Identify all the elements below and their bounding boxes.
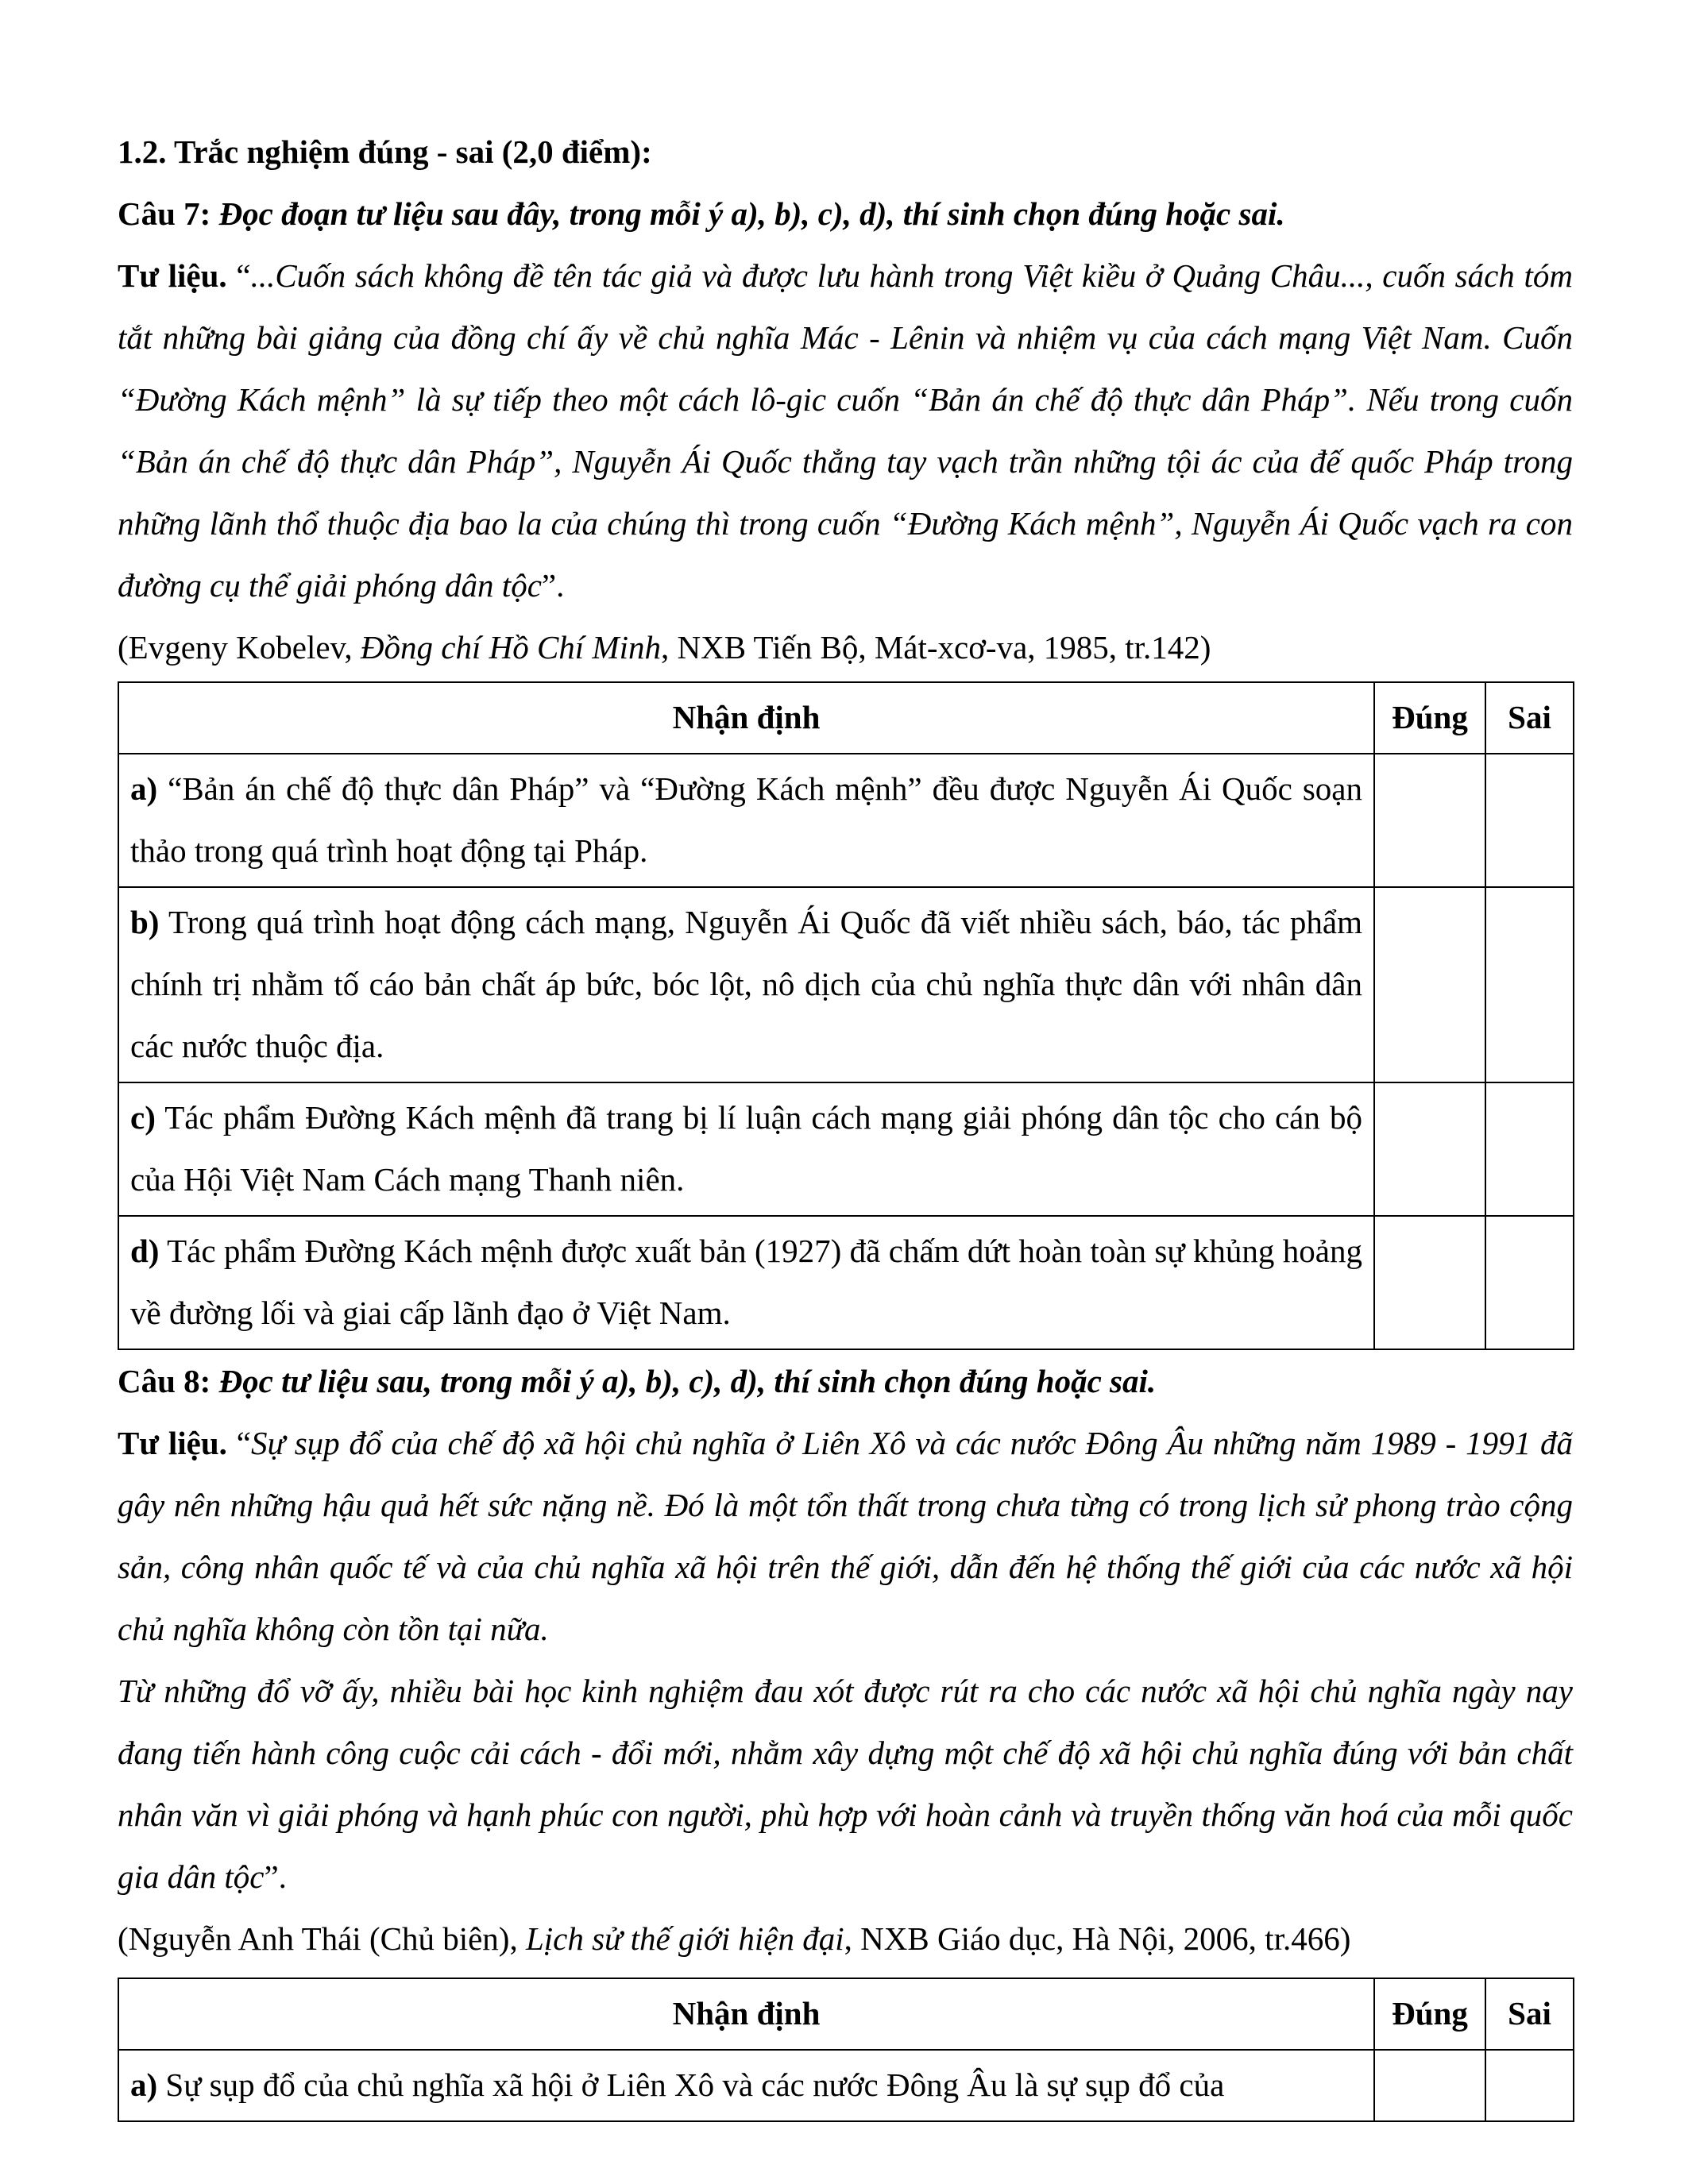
section-title-text: 1.2. Trắc nghiệm đúng - sai (2,0 điểm): <box>118 133 652 170</box>
true-answer-cell[interactable] <box>1374 2050 1485 2121</box>
false-answer-cell[interactable] <box>1485 887 1574 1082</box>
header-true: Đúng <box>1374 1978 1485 2050</box>
table-header-row <box>118 682 1574 754</box>
q7-heading <box>118 183 1573 245</box>
table-row <box>118 754 1574 887</box>
table-row <box>118 1216 1574 1349</box>
table-row <box>118 1082 1574 1216</box>
q8-quote-text-2: Từ những đổ vỡ ấy, nhiều bài học kinh nghiệm đau xót được rút ra cho các nước xã hội chủ nghĩa ngày nay đang tiến hành công cuộc cải cách - đổi mới, nhằm xây dựng một chế độ xã hội chủ nghĩa đúng với bản chất nhân văn vì giải phóng và hạnh phúc con người, phù hợp với hoàn cảnh và truyền thống văn hoá của mỗi quốc gia dân tộc <box>118 1673 1573 1895</box>
q8-source-passage <box>118 1412 1573 1660</box>
true-answer-cell[interactable] <box>1374 887 1485 1082</box>
q7-label: Câu 7: <box>118 195 211 232</box>
statement-letter: b) <box>130 904 160 940</box>
statement-letter: c) <box>130 1099 156 1136</box>
true-answer-cell[interactable] <box>1374 1082 1485 1216</box>
q8-quote-text-1: Sự sụp đổ của chế độ xã hội chủ nghĩa ở Liên Xô và các nước Đông Âu những năm 1989 - 1991 đã gây nên những hậu quả hết sức nặng nề. Đó là một tổn thất trong chưa từng có trong lịch sử phong trào cộng sản, công nhân quốc tế và của chủ nghĩa xã hội trên thế giới, dẫn đến hệ thống thế giới của các nước xã hội chủ nghĩa không còn tồn tại nữa. <box>118 1425 1574 1647</box>
q8-label: Câu 8: <box>118 1363 211 1399</box>
q7-instruction: Đọc đoạn tư liệu sau đây, trong mỗi ý a), b), c), d), thí sinh chọn đúng hoặc sai. <box>218 195 1285 232</box>
q7-citation-title: Đồng chí Hồ Chí Minh <box>360 629 661 666</box>
q8-quote-close: ”. <box>264 1858 287 1895</box>
q7-citation-post: , NXB Tiến Bộ, Mát-xcơ-va, 1985, tr.142) <box>660 629 1211 666</box>
false-answer-cell[interactable] <box>1485 2050 1574 2121</box>
q7-statement-table <box>118 681 1574 1350</box>
header-statement: Nhận định <box>118 1978 1374 2050</box>
q8-instruction: Đọc tư liệu sau, trong mỗi ý a), b), c), d), thí sinh chọn đúng hoặc sai. <box>218 1363 1157 1399</box>
statement-letter: d) <box>130 1233 160 1269</box>
false-answer-cell[interactable] <box>1485 1082 1574 1216</box>
statement-text: Trong quá trình hoạt động cách mạng, Nguyễn Ái Quốc đã viết nhiều sách, báo, tác phẩm chính trị nhằm tố cáo bản chất áp bức, bóc lột, nô dịch của chủ nghĩa thực dân với nhân dân các nước thuộc địa. <box>130 904 1362 1064</box>
false-answer-cell[interactable] <box>1485 1216 1574 1349</box>
statement-text: Tác phẩm Đường Kách mệnh đã trang bị lí luận cách mạng giải phóng dân tộc cho cán bộ của Hội Việt Nam Cách mạng Thanh niên. <box>130 1099 1362 1198</box>
header-statement: Nhận định <box>118 682 1374 754</box>
statement-text: Tác phẩm Đường Kách mệnh được xuất bản (1927) đã chấm dứt hoàn toàn sự khủng hoảng về đường lối và giai cấp lãnh đạo ở Việt Nam. <box>130 1233 1362 1331</box>
statement-cell <box>118 2050 1374 2121</box>
q7-citation <box>118 616 1573 678</box>
q7-quote-text: ...Cuốn sách không đề tên tác giả và được lưu hành trong Việt kiều ở Quảng Châu..., cuốn sách tóm tắt những bài giảng của đồng chí ấy về chủ nghĩa Mác - Lênin và nhiệm vụ của cách mạng Việt Nam. Cuốn “Đường Kách mệnh” là sự tiếp theo một cách lô-gic cuốn “Bản án chế độ thực dân Pháp”. Nếu trong cuốn “Bản án chế độ thực dân Pháp”, Nguyễn Ái Quốc thẳng tay vạch trần những tội ác của đế quốc Pháp trong những lãnh thổ thuộc địa bao la của chúng thì trong cuốn “Đường Kách mệnh”, Nguyễn Ái Quốc vạch ra con đường cụ thể giải phóng dân tộc <box>118 257 1573 604</box>
q8-heading <box>118 1350 1573 1412</box>
table-row <box>118 2050 1574 2121</box>
q8-source-label: Tư liệu. <box>118 1425 227 1461</box>
q7-quote-close: ”. <box>541 567 565 604</box>
header-true: Đúng <box>1374 682 1485 754</box>
statement-cell <box>118 754 1374 887</box>
q8-citation <box>118 1908 1573 1970</box>
header-false: Sai <box>1485 1978 1574 2050</box>
document-page <box>118 118 1573 2122</box>
false-answer-cell[interactable] <box>1485 754 1574 887</box>
q7-source-label: Tư liệu. <box>118 257 227 294</box>
q8-citation-pre: (Nguyễn Anh Thái (Chủ biên), <box>118 1920 526 1957</box>
statement-letter: a) <box>130 2066 158 2103</box>
header-false: Sai <box>1485 682 1574 754</box>
true-answer-cell[interactable] <box>1374 754 1485 887</box>
q8-statement-table <box>118 1978 1574 2122</box>
statement-cell <box>118 1082 1374 1216</box>
q7-source-passage <box>118 245 1573 616</box>
table-header-row <box>118 1978 1574 2050</box>
q8-citation-title: Lịch sử thế giới hiện đại <box>525 1920 844 1957</box>
q8-quote-open: “ <box>236 1425 251 1461</box>
statement-cell <box>118 887 1374 1082</box>
table-row <box>118 887 1574 1082</box>
q7-quote-open: “ <box>236 257 251 294</box>
q8-source-passage-cont <box>118 1660 1573 1908</box>
statement-text: “Bản án chế độ thực dân Pháp” và “Đường Kách mệnh” đều được Nguyễn Ái Quốc soạn thảo trong quá trình hoạt động tại Pháp. <box>130 770 1362 869</box>
statement-text: Sự sụp đổ của chủ nghĩa xã hội ở Liên Xô và các nước Đông Âu là sự sụp đổ của <box>157 2066 1225 2103</box>
statement-cell <box>118 1216 1374 1349</box>
q8-citation-post: , NXB Giáo dục, Hà Nội, 2006, tr.466) <box>844 1920 1351 1957</box>
section-title <box>118 121 1573 183</box>
true-answer-cell[interactable] <box>1374 1216 1485 1349</box>
statement-letter: a) <box>130 770 158 807</box>
q7-citation-pre: (Evgeny Kobelev, <box>118 629 361 666</box>
